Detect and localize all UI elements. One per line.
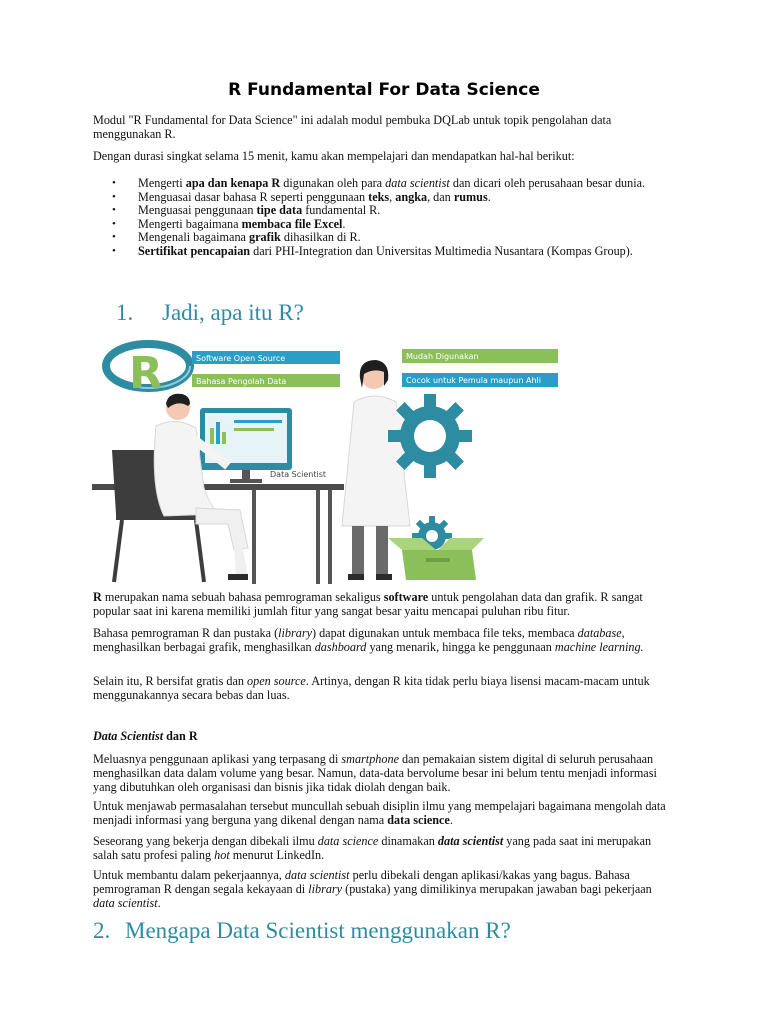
r-logo bbox=[106, 344, 190, 399]
caption-data-scientist: Data Scientist bbox=[270, 470, 326, 479]
list-item: • Mengerti bagaimana membaca file Excel. bbox=[112, 218, 672, 232]
page-title: R Fundamental For Data Science bbox=[228, 80, 540, 100]
ds-paragraph-3: Seseorang yang bekerja dengan dibekali ilmu data science dinamakan data scientist yang pada saat ini merupakan salah satu profesi paling hot menurut LinkedIn. bbox=[93, 834, 652, 862]
gear-icon bbox=[388, 394, 472, 478]
data-scientist-illustration bbox=[92, 338, 572, 586]
tag-mudah: Mudah Digunakan bbox=[406, 352, 479, 361]
section-1-heading: 1. Jadi, apa itu R? bbox=[116, 300, 304, 325]
r-logo-letter: R bbox=[129, 348, 163, 399]
tag-open-source: Software Open Source bbox=[196, 354, 286, 363]
r-paragraph-3: Selain itu, R bersifat gratis dan open source. Artinya, dengan R kita tidak perlu biaya lisensi macam-macam untuk menggunakannya secara bebas dan luas. bbox=[93, 674, 650, 702]
r-paragraph-1: R merupakan nama sebuah bahasa pemrograman sekaligus software untuk pengolahan data dan grafik. R sangat popular saat ini karena memiliki jumlah fitur yang sangat besar yaitu mencapai puluhan ribu fitur. bbox=[93, 590, 643, 618]
intro-paragraph-1: Modul "R Fundamental for Data Science" ini adalah modul pembuka DQLab untuk topik pengolahan data menggunakan R. bbox=[93, 113, 612, 141]
tag-bahasa: Bahasa Pengolah Data bbox=[196, 377, 287, 386]
subheading-data-scientist: Data Scientist dan R bbox=[93, 729, 198, 743]
intro-paragraph-2: Dengan durasi singkat selama 15 menit, kamu akan mempelajari dan mendapatkan hal-hal berikut: bbox=[93, 149, 575, 163]
ds-paragraph-4: Untuk membantu dalam pekerjaannya, data scientist perlu dibekali dengan aplikasi/kakas yang bagus. Bahasa pemrograman R dengan segala kekayaan di library (pustaka) yang dimilikinya merupakan jawaban bagi pekerjaan data scientist. bbox=[93, 868, 652, 910]
list-item: • Sertifikat pencapaian dari PHI-Integration dan Universitas Multimedia Nusantara (Kompas Group). bbox=[112, 245, 672, 259]
learning-list bbox=[112, 177, 672, 258]
section-2-heading: 2. Mengapa Data Scientist menggunakan R? bbox=[93, 918, 511, 943]
tag-cocok: Cocok untuk Pemula maupun Ahli bbox=[406, 376, 541, 385]
list-item: • Mengerti apa dan kenapa R digunakan oleh para data scientist dan dicari oleh perusahaan besar dunia. bbox=[112, 177, 672, 191]
ds-paragraph-2: Untuk menjawab permasalahan tersebut muncullah sebuah disiplin ilmu yang mempelajari bagaimana mengolah data menjadi informasi yang berguna yang dikenal dengan nama data science. bbox=[93, 799, 666, 827]
ds-paragraph-1: Meluasnya penggunaan aplikasi yang terpasang di smartphone dan pemakaian sistem digital di seluruh perusahaan menghasilkan data dalam volume yang besar. Namun, data-data bervolume besar ini belum tentu menjadi informasi yang dibutuhkan oleh organisasi dan bisnis jika tidak diolah dengan baik. bbox=[93, 752, 657, 794]
list-item: • Menguasai penggunaan tipe data fundamental R. bbox=[112, 204, 672, 218]
r-paragraph-2: Bahasa pemrograman R dan pustaka (library) dapat digunakan untuk membaca file teks, membaca database, menghasilkan berbagai grafik, menghasilkan dashboard yang menarik, hingga ke penggunaan machine learning. bbox=[93, 626, 644, 654]
list-item: • Mengenali bagaimana grafik dihasilkan di R. bbox=[112, 231, 672, 245]
list-item: • Menguasai dasar bahasa R seperti penggunaan teks, angka, dan rumus. bbox=[112, 191, 672, 205]
